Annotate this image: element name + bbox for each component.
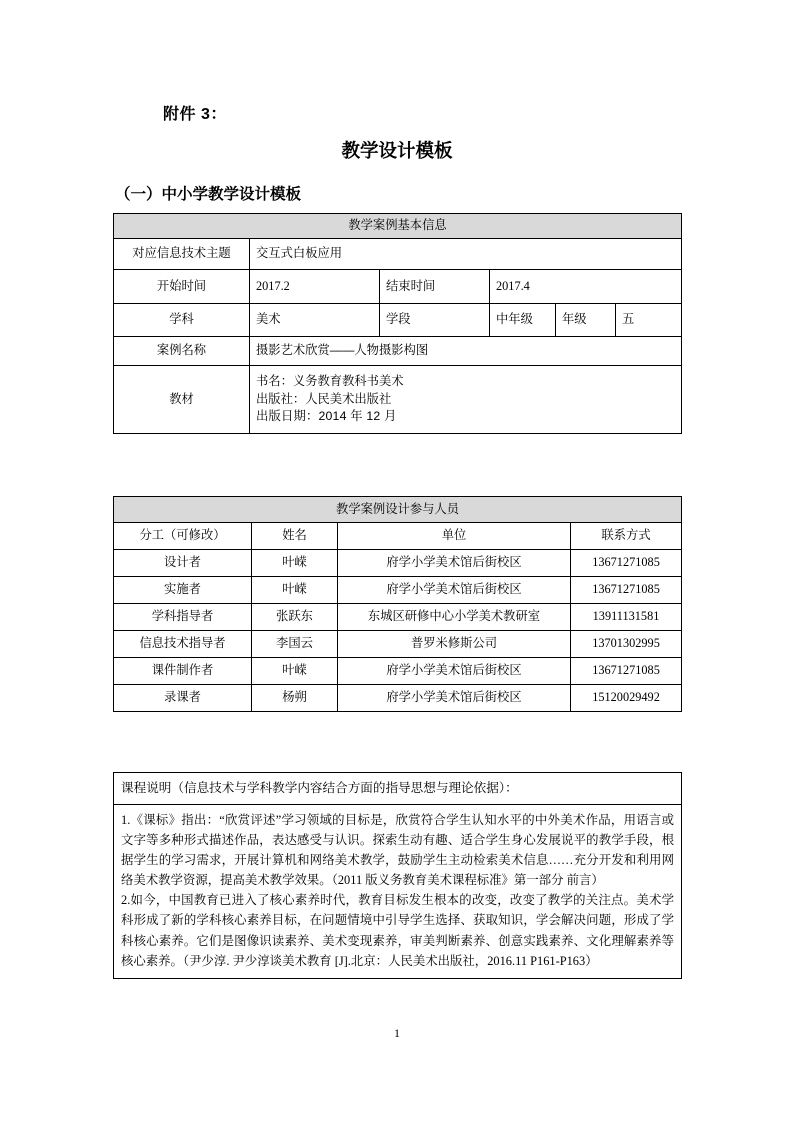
table-row bbox=[114, 366, 682, 434]
stage-value: 中年级 bbox=[490, 304, 556, 337]
course-description-paragraph-2: 2.如今，中国教育已进入了核心素养时代，教育目标发生根本的改变，改变了教学的关注点。美术学科形成了新的学科核心素养目标，在问题情境中引导学生选择、获取知识，学会解决问题，形成了学科核心素养。它们是图像识读素养、美术变现素养，审美判断素养、创意实践素养、文化理解素养等核心素养。（尹少淳. 尹少淳谈美术教育 [J].北京：人民美术出版社，2016.11 P161-P163） bbox=[121, 893, 674, 968]
table-row bbox=[114, 550, 682, 577]
person-unit: 东城区研修中心小学美术教研室 bbox=[338, 604, 571, 631]
person-role: 录课者 bbox=[114, 685, 252, 712]
person-unit: 府学小学美术馆后街校区 bbox=[338, 550, 571, 577]
subject-label: 学科 bbox=[114, 304, 250, 337]
person-role: 学科指导者 bbox=[114, 604, 252, 631]
column-header-contact: 联系方式 bbox=[571, 523, 682, 550]
column-header-name: 姓名 bbox=[252, 523, 338, 550]
table-row bbox=[114, 805, 682, 979]
section-title: （一）中小学教学设计模板 bbox=[115, 186, 302, 203]
materials-publish-date: 出版日期：2014 年 12 月 bbox=[256, 409, 397, 424]
page-number: 1 bbox=[394, 1026, 400, 1040]
person-name: 叶嵘 bbox=[252, 550, 338, 577]
person-contact: 13671271085 bbox=[571, 577, 682, 604]
it-topic-label: 对应信息技术主题 bbox=[114, 239, 250, 270]
materials-book-name: 书名：义务教育教科书美术 bbox=[256, 373, 404, 388]
person-name: 叶嵘 bbox=[252, 658, 338, 685]
materials-publisher: 出版社：人民美术出版社 bbox=[256, 391, 392, 406]
person-name: 张跃东 bbox=[252, 604, 338, 631]
person-name: 杨朔 bbox=[252, 685, 338, 712]
grade-value: 五 bbox=[616, 304, 682, 337]
person-role: 信息技术指导者 bbox=[114, 631, 252, 658]
subject-value: 美术 bbox=[250, 304, 380, 337]
start-time-value: 2017.2 bbox=[250, 270, 380, 304]
stage-label: 学段 bbox=[380, 304, 490, 337]
people-table bbox=[113, 496, 682, 712]
person-contact: 15120029492 bbox=[571, 685, 682, 712]
table-row bbox=[114, 270, 682, 304]
end-time-label: 结束时间 bbox=[380, 270, 490, 304]
person-contact: 13671271085 bbox=[571, 550, 682, 577]
grade-label: 年级 bbox=[556, 304, 616, 337]
end-time-value: 2017.4 bbox=[490, 270, 682, 304]
basic-info-table-header: 教学案例基本信息 bbox=[114, 214, 682, 239]
attachment-label: 附件 3： bbox=[163, 106, 227, 123]
table-row bbox=[114, 604, 682, 631]
person-unit: 府学小学美术馆后街校区 bbox=[338, 658, 571, 685]
person-role: 课件制作者 bbox=[114, 658, 252, 685]
person-name: 李国云 bbox=[252, 631, 338, 658]
table-row bbox=[114, 658, 682, 685]
person-contact: 13701302995 bbox=[571, 631, 682, 658]
course-description-paragraph-1: 1.《课标》指出：“欣赏评述”学习领域的目标是，欣赏符合学生认知水平的中外美术作品，用语言或文字等多种形式描述作品，表达感受与认识。探索生动有趣、适合学生身心发展说平的教学手段，根据学生的学习需求，开展计算机和网络美术教学，鼓励学生主动检索美术信息……充分开发和利用网络美术教学资源，提高美术教学效果。（2011 版义务教育美术课程标准》第一部分 前言） bbox=[121, 813, 674, 888]
table-row bbox=[114, 497, 682, 523]
case-name-value: 摄影艺术欣赏——人物摄影构图 bbox=[250, 337, 682, 366]
person-contact: 13671271085 bbox=[571, 658, 682, 685]
person-role: 设计者 bbox=[114, 550, 252, 577]
course-description-table bbox=[113, 772, 682, 979]
table-row bbox=[114, 214, 682, 239]
start-time-label: 开始时间 bbox=[114, 270, 250, 304]
table-row bbox=[114, 239, 682, 270]
table-row bbox=[114, 631, 682, 658]
column-header-role: 分工（可修改） bbox=[114, 523, 252, 550]
table-row bbox=[114, 577, 682, 604]
table-row bbox=[114, 304, 682, 337]
case-name-label: 案例名称 bbox=[114, 337, 250, 366]
basic-info-table bbox=[113, 213, 682, 434]
table-header-row bbox=[114, 523, 682, 550]
person-unit: 普罗米修斯公司 bbox=[338, 631, 571, 658]
materials-label: 教材 bbox=[114, 366, 250, 434]
person-role: 实施者 bbox=[114, 577, 252, 604]
course-description-body bbox=[114, 805, 682, 979]
column-header-unit: 单位 bbox=[338, 523, 571, 550]
people-table-header: 教学案例设计参与人员 bbox=[114, 497, 682, 523]
course-description-header: 课程说明（信息技术与学科教学内容结合方面的指导思想与理论依据）： bbox=[114, 773, 682, 805]
table-row bbox=[114, 773, 682, 805]
person-unit: 府学小学美术馆后街校区 bbox=[338, 577, 571, 604]
page-title: 教学设计模板 bbox=[341, 140, 453, 161]
person-contact: 13911131581 bbox=[571, 604, 682, 631]
materials-value bbox=[250, 366, 682, 434]
person-unit: 府学小学美术馆后街校区 bbox=[338, 685, 571, 712]
it-topic-value: 交互式白板应用 bbox=[250, 239, 682, 270]
person-name: 叶嵘 bbox=[252, 577, 338, 604]
table-row bbox=[114, 685, 682, 712]
table-row bbox=[114, 337, 682, 366]
